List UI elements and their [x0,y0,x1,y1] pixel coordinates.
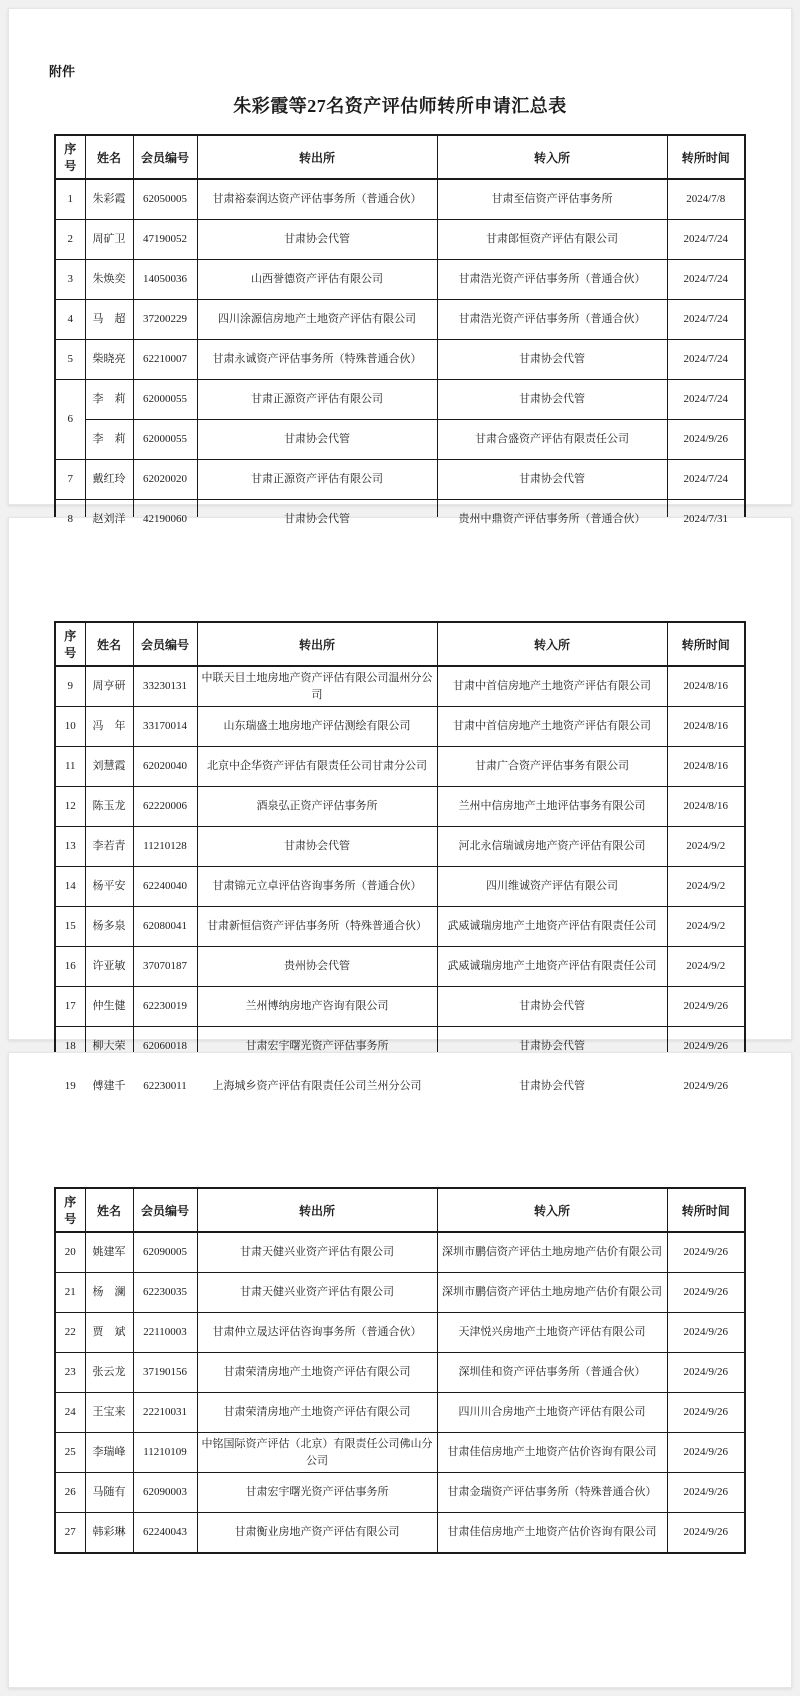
cell-member-no: 62240043 [133,1513,197,1554]
column-header-0: 序号 [55,1188,85,1232]
cell-name: 傅建千 [85,1067,133,1108]
table-row [55,460,745,500]
cell-no: 27 [55,1513,85,1554]
column-header-3: 转出所 [197,1188,437,1232]
cell-from-office: 甘肃正源资产评估有限公司 [197,380,437,420]
table-row [55,1313,745,1353]
column-header-5: 转所时间 [667,1188,745,1232]
cell-transfer-date: 2024/8/16 [667,787,745,827]
table-row [55,666,745,707]
column-header-2: 会员编号 [133,622,197,666]
cell-member-no: 11210128 [133,827,197,867]
cell-name: 周亨研 [85,666,133,707]
cell-name: 戴红玲 [85,460,133,500]
page-card-2 [8,517,792,1093]
cell-name: 李 莉 [85,380,133,420]
table-row [55,867,745,907]
column-header-4: 转入所 [437,622,667,666]
cell-from-office: 甘肃协会代管 [197,500,437,541]
cell-no: 26 [55,1473,85,1513]
cell-name: 杨 澜 [85,1273,133,1313]
table-row [55,827,745,867]
table-row [55,179,745,220]
cell-no: 16 [55,947,85,987]
cell-name: 姚建军 [85,1232,133,1273]
cell-to-office: 四川维诚资产评估有限公司 [437,867,667,907]
cell-transfer-date: 2024/9/26 [667,1393,745,1433]
cell-transfer-date: 2024/9/26 [667,1313,745,1353]
table-row [55,1232,745,1273]
cell-member-no: 37070187 [133,947,197,987]
transfer-table-page-1 [54,134,746,541]
cell-transfer-date: 2024/9/26 [667,420,745,460]
cell-transfer-date: 2024/7/24 [667,300,745,340]
cell-from-office: 甘肃仲立晟达评估咨询事务所（普通合伙） [197,1313,437,1353]
cell-name: 冯 年 [85,707,133,747]
cell-to-office: 甘肃金瑞资产评估事务所（特殊普通合伙） [437,1473,667,1513]
cell-no: 3 [55,260,85,300]
cell-transfer-date: 2024/7/24 [667,220,745,260]
cell-member-no: 22210031 [133,1393,197,1433]
cell-name: 赵刘洋 [85,500,133,541]
cell-name: 许亚敏 [85,947,133,987]
cell-transfer-date: 2024/8/16 [667,707,745,747]
cell-from-office: 甘肃新恒信资产评估事务所（特殊普通合伙） [197,907,437,947]
cell-to-office: 深圳市鹏信资产评估土地房地产估价有限公司 [437,1273,667,1313]
cell-from-office: 甘肃协会代管 [197,827,437,867]
cell-to-office: 甘肃佳信房地产土地资产估价咨询有限公司 [437,1513,667,1554]
cell-member-no: 62020040 [133,747,197,787]
cell-transfer-date: 2024/8/16 [667,747,745,787]
cell-to-office: 甘肃协会代管 [437,987,667,1027]
cell-no: 24 [55,1393,85,1433]
table-row [55,420,745,460]
cell-to-office: 深圳市鹏信资产评估土地房地产估价有限公司 [437,1232,667,1273]
cell-from-office: 四川涂源信房地产土地资产评估有限公司 [197,300,437,340]
table-row [55,1473,745,1513]
cell-no: 18 [55,1027,85,1067]
cell-name: 贾 斌 [85,1313,133,1353]
transfer-table-page-2 [54,621,746,1108]
cell-from-office: 甘肃裕泰润达资产评估事务所（普通合伙） [197,179,437,220]
cell-to-office: 甘肃协会代管 [437,340,667,380]
cell-member-no: 22110003 [133,1313,197,1353]
attachment-label: 附件 [49,64,76,79]
cell-member-no: 11210109 [133,1433,197,1473]
cell-to-office: 甘肃协会代管 [437,380,667,420]
column-header-2: 会员编号 [133,1188,197,1232]
table-row [55,747,745,787]
table-header-row [55,1188,745,1232]
cell-from-office: 山西誉德资产评估有限公司 [197,260,437,300]
cell-member-no: 14050036 [133,260,197,300]
cell-name: 柴晓亮 [85,340,133,380]
table-row [55,220,745,260]
cell-name: 韩彩琳 [85,1513,133,1554]
cell-to-office: 甘肃协会代管 [437,1027,667,1067]
column-header-5: 转所时间 [667,135,745,179]
column-header-4: 转入所 [437,135,667,179]
cell-from-office: 甘肃锦元立卓评估咨询事务所（普通合伙） [197,867,437,907]
cell-no: 21 [55,1273,85,1313]
table-header-row [55,135,745,179]
cell-transfer-date: 2024/9/26 [667,1433,745,1473]
cell-member-no: 62020020 [133,460,197,500]
column-header-0: 序号 [55,622,85,666]
cell-member-no: 62050005 [133,179,197,220]
cell-to-office: 甘肃中首信房地产土地资产评估有限公司 [437,707,667,747]
table-row [55,1433,745,1473]
column-header-3: 转出所 [197,135,437,179]
cell-name: 仲生健 [85,987,133,1027]
cell-transfer-date: 2024/9/26 [667,1027,745,1067]
cell-name: 陈玉龙 [85,787,133,827]
cell-no: 2 [55,220,85,260]
cell-no: 4 [55,300,85,340]
cell-to-office: 甘肃合盛资产评估有限责任公司 [437,420,667,460]
column-header-4: 转入所 [437,1188,667,1232]
cell-from-office: 山东瑞盛土地房地产评估测绘有限公司 [197,707,437,747]
cell-transfer-date: 2024/9/26 [667,1353,745,1393]
cell-member-no: 62060018 [133,1027,197,1067]
cell-from-office: 甘肃协会代管 [197,420,437,460]
cell-no: 11 [55,747,85,787]
table-row [55,380,745,420]
column-header-2: 会员编号 [133,135,197,179]
cell-member-no: 62220006 [133,787,197,827]
cell-name: 刘慧霞 [85,747,133,787]
column-header-5: 转所时间 [667,622,745,666]
cell-to-office: 深圳佳和资产评估事务所（普通合伙） [437,1353,667,1393]
cell-no: 15 [55,907,85,947]
cell-no: 19 [55,1067,85,1108]
cell-member-no: 62210007 [133,340,197,380]
cell-member-no: 37190156 [133,1353,197,1393]
cell-member-no: 42190060 [133,500,197,541]
cell-no: 9 [55,666,85,707]
cell-to-office: 河北永信瑞诚房地产资产评估有限公司 [437,827,667,867]
column-header-1: 姓名 [85,135,133,179]
cell-to-office: 贵州中鼎资产评估事务所（普通合伙） [437,500,667,541]
table-row [55,947,745,987]
cell-transfer-date: 2024/9/26 [667,1232,745,1273]
cell-no: 7 [55,460,85,500]
cell-transfer-date: 2024/9/2 [667,947,745,987]
cell-transfer-date: 2024/9/2 [667,867,745,907]
cell-to-office: 甘肃协会代管 [437,460,667,500]
cell-from-office: 中铭国际资产评估（北京）有限责任公司佛山分公司 [197,1433,437,1473]
cell-no: 5 [55,340,85,380]
table-row [55,707,745,747]
cell-transfer-date: 2024/7/24 [667,340,745,380]
column-header-1: 姓名 [85,622,133,666]
table-row [55,987,745,1027]
table-header-row [55,622,745,666]
cell-to-office: 四川川合房地产土地资产评估有限公司 [437,1393,667,1433]
cell-no: 6 [55,380,85,460]
table-row [55,260,745,300]
cell-transfer-date: 2024/7/31 [667,500,745,541]
cell-no: 8 [55,500,85,541]
cell-to-office: 甘肃浩光资产评估事务所（普通合伙） [437,300,667,340]
cell-member-no: 62090003 [133,1473,197,1513]
cell-member-no: 62240040 [133,867,197,907]
table-row [55,300,745,340]
table-row [55,1353,745,1393]
table-row [55,907,745,947]
cell-from-office: 甘肃天健兴业资产评估有限公司 [197,1273,437,1313]
cell-name: 李若青 [85,827,133,867]
cell-to-office: 甘肃至信资产评估事务所 [437,179,667,220]
cell-no: 22 [55,1313,85,1353]
cell-to-office: 兰州中信房地产土地评估事务有限公司 [437,787,667,827]
cell-transfer-date: 2024/7/24 [667,260,745,300]
column-header-0: 序号 [55,135,85,179]
page-card-1 [8,8,792,526]
cell-name: 李 莉 [85,420,133,460]
cell-from-office: 北京中企华资产评估有限责任公司甘肃分公司 [197,747,437,787]
cell-to-office: 甘肃协会代管 [437,1067,667,1108]
cell-transfer-date: 2024/9/26 [667,1473,745,1513]
cell-name: 马随有 [85,1473,133,1513]
page-title: 朱彩霞等27名资产评估师转所申请汇总表 [233,96,567,116]
cell-no: 17 [55,987,85,1027]
cell-from-office: 甘肃荣清房地产土地资产评估有限公司 [197,1353,437,1393]
cell-to-office: 武威诚瑞房地产土地资产评估有限责任公司 [437,947,667,987]
cell-from-office: 甘肃荣清房地产土地资产评估有限公司 [197,1393,437,1433]
table-row [55,1273,745,1313]
cell-to-office: 甘肃广合资产评估事务有限公司 [437,747,667,787]
cell-name: 王宝来 [85,1393,133,1433]
cell-from-office: 中联天目土地房地产资产评估有限公司温州分公司 [197,666,437,707]
cell-member-no: 62230011 [133,1067,197,1108]
table-row [55,1513,745,1554]
page-card-3 [8,1052,792,1688]
cell-from-office: 甘肃宏宇曙光资产评估事务所 [197,1473,437,1513]
cell-to-office: 甘肃郎恒资产评估有限公司 [437,220,667,260]
cell-no: 25 [55,1433,85,1473]
cell-to-office: 天津悦兴房地产土地资产评估有限公司 [437,1313,667,1353]
table-row [55,787,745,827]
cell-name: 李瑞峰 [85,1433,133,1473]
cell-no: 10 [55,707,85,747]
cell-name: 朱彩霞 [85,179,133,220]
cell-to-office: 武威诚瑞房地产土地资产评估有限责任公司 [437,907,667,947]
cell-transfer-date: 2024/7/24 [667,460,745,500]
cell-member-no: 62230035 [133,1273,197,1313]
cell-member-no: 62080041 [133,907,197,947]
cell-member-no: 33170014 [133,707,197,747]
cell-from-office: 上海城乡资产评估有限责任公司兰州分公司 [197,1067,437,1108]
cell-transfer-date: 2024/9/26 [667,1067,745,1108]
cell-from-office: 贵州协会代管 [197,947,437,987]
column-header-3: 转出所 [197,622,437,666]
cell-transfer-date: 2024/7/8 [667,179,745,220]
cell-no: 14 [55,867,85,907]
column-header-1: 姓名 [85,1188,133,1232]
cell-transfer-date: 2024/9/26 [667,1513,745,1554]
cell-from-office: 甘肃协会代管 [197,220,437,260]
cell-no: 1 [55,179,85,220]
cell-from-office: 酒泉弘正资产评估事务所 [197,787,437,827]
cell-no: 23 [55,1353,85,1393]
table-row [55,1393,745,1433]
cell-member-no: 33230131 [133,666,197,707]
cell-transfer-date: 2024/9/2 [667,827,745,867]
cell-name: 张云龙 [85,1353,133,1393]
cell-to-office: 甘肃中首信房地产土地资产评估有限公司 [437,666,667,707]
cell-from-office: 甘肃正源资产评估有限公司 [197,460,437,500]
cell-name: 马 超 [85,300,133,340]
cell-from-office: 甘肃衡业房地产资产评估有限公司 [197,1513,437,1554]
cell-transfer-date: 2024/8/16 [667,666,745,707]
table-row [55,340,745,380]
cell-no: 20 [55,1232,85,1273]
cell-from-office: 甘肃宏宇曙光资产评估事务所 [197,1027,437,1067]
cell-no: 13 [55,827,85,867]
cell-name: 杨平安 [85,867,133,907]
cell-member-no: 37200229 [133,300,197,340]
cell-from-office: 甘肃天健兴业资产评估有限公司 [197,1232,437,1273]
cell-member-no: 62000055 [133,420,197,460]
cell-name: 周矿卫 [85,220,133,260]
cell-name: 柳大荣 [85,1027,133,1067]
cell-member-no: 47190052 [133,220,197,260]
transfer-table-page-3 [54,1187,746,1554]
cell-transfer-date: 2024/9/26 [667,987,745,1027]
cell-member-no: 62090005 [133,1232,197,1273]
cell-no: 12 [55,787,85,827]
cell-from-office: 兰州博纳房地产咨询有限公司 [197,987,437,1027]
cell-member-no: 62230019 [133,987,197,1027]
cell-to-office: 甘肃佳信房地产土地资产估价咨询有限公司 [437,1433,667,1473]
cell-from-office: 甘肃永诚资产评估事务所（特殊普通合伙） [197,340,437,380]
cell-to-office: 甘肃浩光资产评估事务所（普通合伙） [437,260,667,300]
cell-member-no: 62000055 [133,380,197,420]
cell-name: 杨多泉 [85,907,133,947]
cell-transfer-date: 2024/9/26 [667,1273,745,1313]
cell-name: 朱焕奕 [85,260,133,300]
cell-transfer-date: 2024/9/2 [667,907,745,947]
cell-transfer-date: 2024/7/24 [667,380,745,420]
